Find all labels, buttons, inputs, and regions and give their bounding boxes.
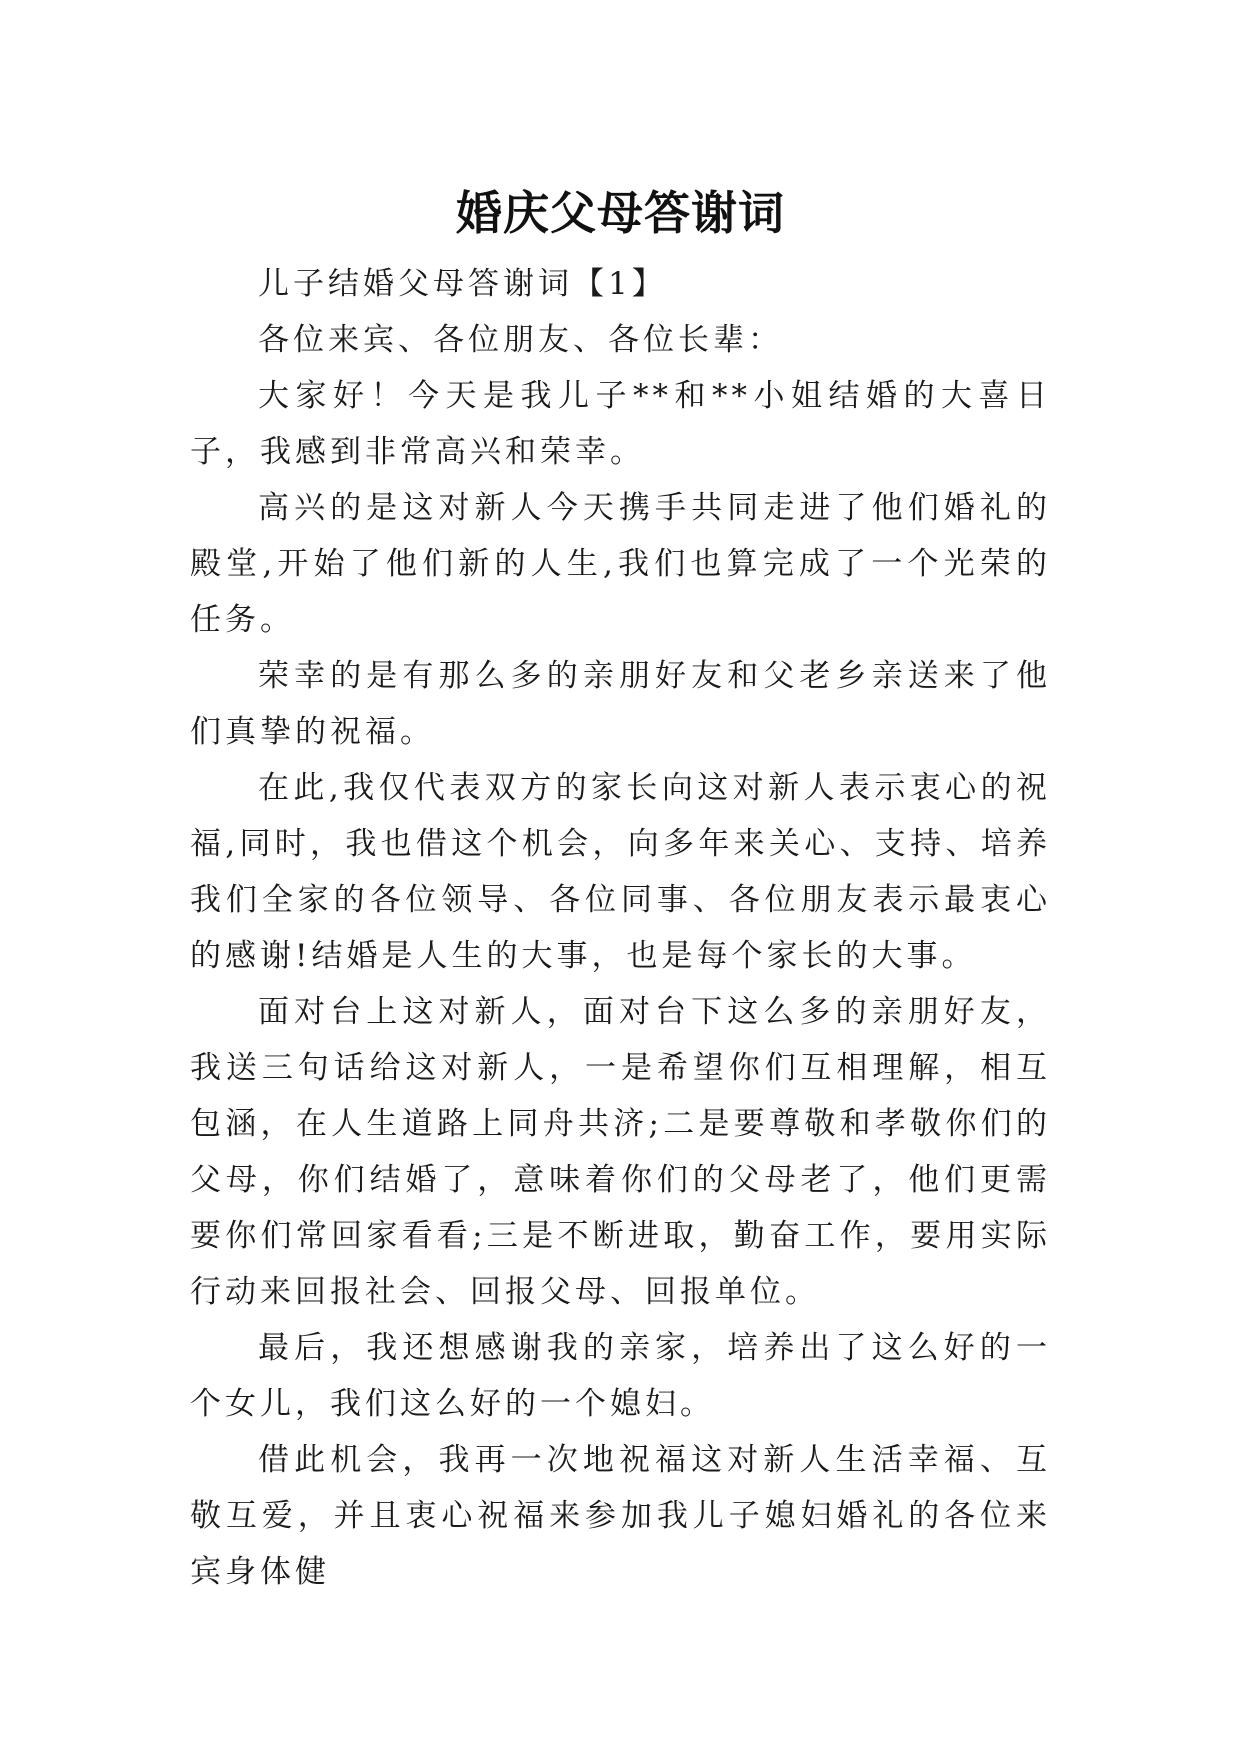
body-paragraph: 面对台上这对新人，面对台下这么多的亲朋好友，我送三句话给这对新人，一是希望你们互相理解，相互包涵，在人生道路上同舟共济;二是要尊敬和孝敬你们的父母，你们结婚了，意味着你们的父母老了，他们更需要你们常回家看看;三是不断进取，勤奋工作，要用实际行动来回报社会、回报父母、回报单位。 <box>190 994 1051 1310</box>
document-body <box>190 256 1051 1600</box>
section-heading: 儿子结婚父母答谢词【1】 <box>258 266 667 302</box>
salutation: 各位来宾、各位朋友、各位长辈： <box>258 322 783 358</box>
document-title: 婚庆父母答谢词 <box>456 185 785 240</box>
body-paragraph: 大家好！今天是我儿子**和**小姐结婚的大喜日子，我感到非常高兴和荣幸。 <box>190 378 1051 470</box>
body-paragraph: 在此,我仅代表双方的家长向这对新人表示衷心的祝福,同时，我也借这个机会，向多年来关心、支持、培养我们全家的各位领导、各位同事、各位朋友表示最衷心的感谢!结婚是人生的大事，也是每个家长的大事。 <box>190 770 1051 974</box>
body-paragraph: 高兴的是这对新人今天携手共同走进了他们婚礼的殿堂,开始了他们新的人生,我们也算完成了一个光荣的任务。 <box>190 490 1051 638</box>
body-paragraph: 荣幸的是有那么多的亲朋好友和父老乡亲送来了他们真挚的祝福。 <box>190 658 1051 750</box>
body-paragraph: 最后，我还想感谢我的亲家，培养出了这么好的一个女儿，我们这么好的一个媳妇。 <box>190 1330 1051 1422</box>
body-paragraph: 借此机会，我再一次地祝福这对新人生活幸福、互敬互爱，并且衷心祝福来参加我儿子媳妇婚礼的各位来宾身体健 <box>190 1442 1051 1590</box>
